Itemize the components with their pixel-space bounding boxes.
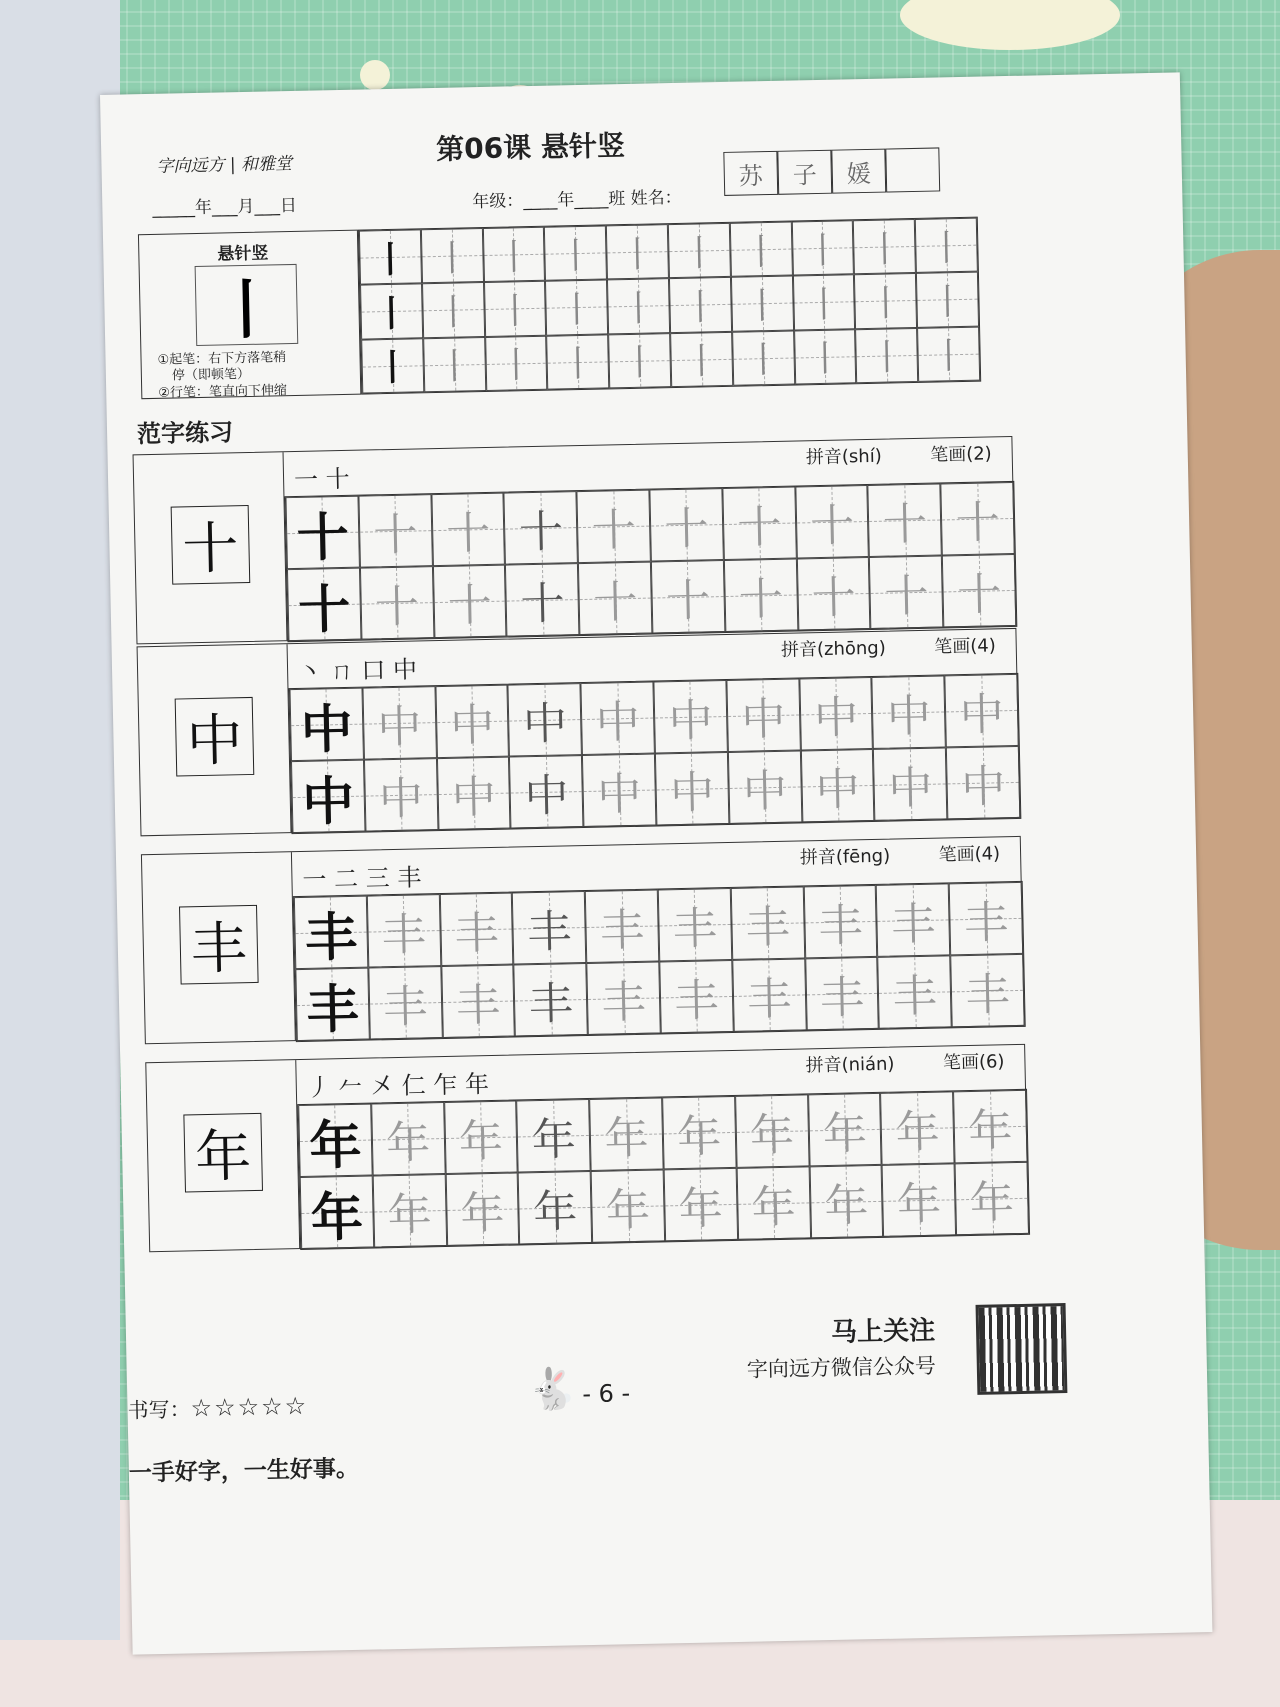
model-character: 中 [300,698,354,761]
stroke-practice-cell[interactable] [545,280,608,336]
character-model-panel [146,1060,300,1251]
character-practice-grid[interactable] [297,1089,1030,1250]
stroke-practice-cell[interactable] [668,223,731,279]
practice-trace: 中 [449,699,495,752]
follow-title: 马上关注 [830,1315,936,1348]
stroke-trace: 丨 [619,234,656,276]
practice-cell[interactable] [653,680,727,754]
practice-cell[interactable] [591,1169,665,1243]
practice-trace: 十 [374,581,420,634]
practice-cell[interactable] [582,754,656,828]
practice-trace: 年 [895,1106,941,1159]
practice-trace: 中 [378,773,424,826]
stroke-glyph: 丨 [213,273,280,349]
practice-trace: 中 [376,701,423,754]
name-char: 媛 [846,159,872,188]
practice-trace: 年 [605,1184,651,1237]
practice-trace: 丰 [819,972,865,1025]
practice-cell[interactable] [433,565,507,639]
practice-trace: 年 [967,1105,1014,1158]
stroke-practice-grid[interactable] [358,217,981,395]
lesson-title: 第06课 悬针竖 [435,129,626,166]
stroke-trace: 丨 [558,289,596,332]
stroke-trace: 丨 [744,340,782,382]
practice-cell[interactable] [287,568,361,642]
practice-cell[interactable] [945,674,1019,748]
practice-trace: 丰 [818,900,864,953]
practice-cell[interactable] [285,496,359,570]
stroke-practice-cell[interactable] [670,331,733,387]
stroke-intro-panel [138,230,361,400]
practice-cell[interactable] [291,760,365,834]
stroke-trace: 丨 [621,342,659,385]
practice-cell[interactable] [437,757,511,831]
character-row [145,1044,1029,1252]
practice-cell[interactable] [300,1176,374,1250]
practice-cell[interactable] [578,562,652,636]
stroke-practice-cell[interactable] [482,227,545,283]
practice-cell[interactable] [444,1100,518,1174]
practice-cell[interactable] [368,966,442,1040]
stroke-practice-cell[interactable] [544,225,607,281]
stroke-intro-title: 悬针竖 [217,243,269,265]
stroke-order: 丿 𠂉 㐅 仁 乍 年 [306,1070,490,1102]
stroke-trace: 丨 [433,237,471,280]
practice-trace: 年 [385,1117,431,1170]
stroke-trace: 丨 [928,227,965,270]
practice-trace: 年 [749,1109,795,1162]
practice-cell[interactable] [295,968,369,1042]
character-practice-grid[interactable] [293,881,1026,1042]
practice-cell[interactable] [577,490,651,564]
stroke-practice-cell[interactable] [854,273,917,329]
qr-code[interactable] [976,1303,1068,1395]
pinyin-label: 拼音(zhōng) [780,637,886,661]
stroke-practice-cell[interactable] [422,282,485,338]
stroke-practice-cell[interactable] [732,330,795,386]
practice-cell[interactable] [358,494,432,568]
practice-trace: 年 [459,1187,506,1240]
name-box [831,149,886,194]
practice-cell[interactable] [942,554,1016,628]
stroke-practice-cell[interactable] [853,219,916,275]
practice-trace: 丰 [890,898,936,951]
pinyin-label: 拼音(fēng) [799,845,891,869]
practice-cell[interactable] [809,1165,883,1239]
stroke-practice-cell[interactable] [669,277,732,333]
practice-cell[interactable] [796,557,870,631]
practice-cell[interactable] [518,1171,592,1245]
character-model-panel [134,452,288,643]
stroke-trace: 丨 [743,285,781,328]
stroke-trace: 丨 [557,235,595,278]
practice-trace: 十 [738,573,784,626]
practice-trace: 中 [669,767,715,820]
practice-trace: 中 [960,761,1006,814]
model-character: 十 [171,505,251,585]
practice-trace: 丰 [455,979,501,1032]
practice-cell[interactable] [731,886,805,960]
practice-cell[interactable] [508,683,582,757]
practice-cell[interactable] [950,954,1024,1028]
practice-cell[interactable] [724,559,798,633]
practice-trace: 丰 [746,973,792,1026]
stroke-trace: 丨 [434,292,472,335]
stroke-trace: 丨 [868,337,906,380]
practice-trace: 十 [372,509,419,562]
stroke-diagram [195,264,299,349]
practice-trace: 中 [742,765,788,818]
practice-cell[interactable] [655,752,729,826]
practice-cell[interactable] [439,893,513,967]
stroke-practice-cell[interactable] [917,326,980,382]
practice-trace: 中 [959,689,1005,742]
practice-trace: 中 [740,693,786,746]
practice-cell[interactable] [876,883,950,957]
practice-trace: 十 [956,569,1002,622]
practice-cell[interactable] [659,960,733,1034]
practice-trace: 丰 [963,897,1009,950]
practice-cell[interactable] [581,682,655,756]
practice-trace: 十 [447,579,493,632]
stroke-practice-cell[interactable] [606,224,669,280]
practice-trace: 十 [591,504,637,557]
stroke-count-label: 笔画(4) [938,843,1001,866]
practice-trace: 年 [676,1111,722,1164]
model-character: 年 [310,1186,364,1249]
stroke-trace: 丨 [559,343,597,386]
practice-cell[interactable] [504,491,578,565]
practice-trace: 年 [458,1115,504,1168]
practice-cell[interactable] [880,1091,954,1165]
character-practice-grid[interactable] [288,673,1021,834]
practice-cell[interactable] [294,896,368,970]
stroke-practice-cell[interactable] [916,272,979,328]
name-char: 苏 [738,161,764,191]
stroke-order: 一 二 三 丰 [302,863,422,894]
stroke-practice-cell[interactable] [607,278,670,334]
practice-cell[interactable] [736,1166,810,1240]
stroke-trace: 丨 [866,228,904,271]
stroke-step2: ②行笔：笔直向下伸缩 [158,383,288,401]
practice-trace: 年 [822,1108,868,1161]
practice-trace: 十 [809,500,855,553]
stroke-trace: 丨 [930,336,968,378]
rating-label-text: 书写： [127,1397,191,1423]
practice-cell[interactable] [658,888,732,962]
stroke-practice-cell[interactable] [608,333,671,389]
practice-trace: 十 [664,503,710,556]
practice-cell[interactable] [808,1093,882,1167]
practice-cell[interactable] [514,963,588,1037]
character-row [141,836,1025,1044]
stroke-trace: 丨 [495,236,533,279]
section-title: 范字练习 [136,418,234,449]
practice-trace: 丰 [454,907,500,960]
follow-subtitle: 字向远方微信公众号 [746,1353,937,1382]
practice-cell[interactable] [651,560,725,634]
practice-trace: 年 [531,1114,577,1167]
stroke-trace: 丨 [682,287,719,329]
practice-cell[interactable] [589,1097,663,1171]
rating-stars[interactable]: ☆☆☆☆☆ [190,1391,309,1423]
practice-trace: 十 [883,570,929,623]
model-character: 丰 [179,905,259,985]
character-practice-grid[interactable] [284,481,1017,642]
practice-cell[interactable] [364,758,438,832]
practice-trace: 年 [678,1183,724,1236]
stroke-practice-cell[interactable] [485,335,548,391]
model-character: 十 [296,506,350,569]
practice-cell[interactable] [505,563,579,637]
practice-cell[interactable] [955,1162,1029,1236]
stroke-trace: 丨 [867,283,905,325]
practice-trace: 十 [882,498,928,551]
practice-cell[interactable] [360,566,434,640]
model-character: 年 [183,1113,263,1193]
stroke-practice-cell[interactable] [793,275,856,331]
practice-cell[interactable] [445,1172,519,1246]
practice-cell[interactable] [372,1174,446,1248]
practice-cell[interactable] [441,965,515,1039]
practice-trace: 十 [736,501,782,554]
stroke-practice-cell[interactable] [423,337,486,393]
stroke-trace: 丨 [373,293,410,336]
stroke-practice-cell[interactable] [421,228,484,284]
stroke-practice-cell[interactable] [359,229,422,285]
practice-cell[interactable] [732,958,806,1032]
stroke-practice-cell[interactable] [791,220,854,276]
model-character: 年 [308,1114,363,1177]
stroke-practice-cell[interactable] [915,218,978,274]
stroke-trace: 丨 [496,290,534,333]
stroke-trace: 丨 [371,239,409,281]
practice-trace: 中 [524,770,570,823]
class-line: 年级：____年____班 姓名： [472,187,682,213]
brand-logo: 字向远方 | 和雅堂 [156,153,293,177]
floor-dot [360,60,390,90]
practice-trace: 中 [887,762,934,815]
model-character: 丰 [304,906,358,969]
practice-cell[interactable] [882,1163,956,1237]
practice-trace: 中 [813,692,859,745]
practice-cell[interactable] [298,1104,372,1178]
practice-trace: 年 [751,1181,797,1234]
practice-cell[interactable] [735,1094,809,1168]
practice-trace: 十 [518,506,564,559]
model-character: 丰 [305,978,360,1041]
stroke-trace: 丨 [804,230,842,272]
stroke-trace: 丨 [806,338,844,381]
worksheet-page [100,72,1212,1654]
stroke-trace: 丨 [929,281,967,324]
stroke-trace: 丨 [620,288,658,331]
stroke-step1: ①起笔：右下方落笔稍 [157,350,287,368]
practice-trace: 中 [451,771,497,824]
stroke-practice-cell[interactable] [730,222,793,278]
name-box [885,147,940,192]
name-boxes [723,147,940,196]
practice-trace: 丰 [526,906,572,959]
practice-cell[interactable] [289,688,363,762]
practice-cell[interactable] [362,686,436,760]
practice-cell[interactable] [800,749,874,823]
practice-cell[interactable] [878,955,952,1029]
stroke-practice-cell[interactable] [731,276,794,332]
practice-cell[interactable] [869,555,943,629]
practice-cell[interactable] [803,885,877,959]
practice-trace: 丰 [381,909,427,962]
practice-cell[interactable] [664,1168,738,1242]
practice-trace: 中 [815,764,861,817]
stroke-trace: 丨 [374,347,412,390]
practice-trace: 年 [387,1189,433,1242]
practice-trace: 年 [823,1180,869,1233]
practice-trace: 十 [520,578,566,631]
page-number: - 6 - [582,1379,631,1409]
name-char: 子 [792,160,818,190]
stroke-practice-cell[interactable] [547,334,610,390]
practice-trace: 丰 [672,903,718,956]
stroke-trace: 丨 [436,346,473,389]
practice-trace: 十 [592,576,638,629]
left-page [0,0,120,1640]
stroke-order: 一 十 [293,464,351,495]
rating-label [127,1391,308,1425]
practice-trace: 十 [445,507,491,560]
date-line: _____年___月___日 [152,195,298,219]
stroke-trace: 丨 [805,284,843,327]
practice-trace: 丰 [528,978,574,1031]
practice-cell[interactable] [585,889,659,963]
stroke-practice-cell[interactable] [360,284,423,340]
practice-trace: 丰 [892,970,938,1023]
model-character: 中 [175,697,255,777]
practice-cell[interactable] [512,891,586,965]
practice-trace: 年 [969,1177,1015,1230]
practice-trace: 中 [522,698,568,751]
practice-cell[interactable] [872,675,946,749]
practice-cell[interactable] [586,961,660,1035]
pinyin-label: 拼音(nián) [805,1053,895,1077]
practice-cell[interactable] [805,957,879,1031]
stroke-trace: 丨 [742,231,780,274]
practice-cell[interactable] [431,493,505,567]
stroke-count-label: 笔画(6) [942,1051,1005,1074]
stroke-trace: 丨 [680,232,718,275]
practice-cell[interactable] [722,487,796,561]
practice-cell[interactable] [435,685,509,759]
practice-cell[interactable] [726,678,800,752]
model-character: 十 [297,578,351,641]
practice-cell[interactable] [799,677,873,751]
stroke-practice-cell[interactable] [855,328,918,384]
practice-cell[interactable] [728,750,802,824]
practice-trace: 十 [665,575,711,628]
character-row [133,436,1017,644]
practice-trace: 中 [886,690,932,743]
stroke-practice-cell[interactable] [484,281,547,337]
stroke-practice-cell[interactable] [794,329,857,385]
practice-cell[interactable] [662,1096,736,1170]
practice-cell[interactable] [946,746,1020,820]
practice-trace: 年 [896,1178,942,1231]
stroke-order: 丶 ㄇ 口 中 [297,655,418,686]
practice-cell[interactable] [873,747,947,821]
model-character: 中 [301,770,355,833]
practice-cell[interactable] [795,485,869,559]
stroke-count-label: 笔画(4) [934,635,996,658]
practice-trace: 中 [595,696,641,749]
practice-trace: 丰 [965,969,1011,1022]
character-model-panel [138,644,292,835]
practice-cell[interactable] [367,894,441,968]
practice-cell[interactable] [953,1090,1027,1164]
practice-trace: 丰 [599,904,645,957]
practice-trace: 丰 [673,975,720,1028]
practice-trace: 丰 [601,976,647,1029]
practice-trace: 年 [604,1112,650,1165]
practice-cell[interactable] [509,755,583,829]
practice-cell[interactable] [517,1099,591,1173]
practice-trace: 十 [955,497,1001,550]
stroke-trace: 丨 [497,345,535,388]
practice-trace: 年 [532,1186,578,1239]
name-box [723,151,778,196]
practice-trace: 十 [811,572,857,625]
practice-cell[interactable] [941,482,1015,556]
stroke-step1b: 停（即顿笔） [171,366,251,384]
practice-trace: 丰 [745,901,791,954]
stroke-practice-cell[interactable] [361,338,424,394]
practice-trace: 丰 [382,981,428,1034]
pinyin-label: 拼音(shí) [805,445,882,469]
slogan: 一手好字，一生好事。 [128,1455,360,1487]
practice-cell[interactable] [649,488,723,562]
name-box [777,150,832,195]
rabbit-icon: 🐇 [526,1366,578,1414]
character-row [137,628,1021,836]
practice-trace: 中 [668,695,714,748]
stroke-trace: 丨 [683,341,721,384]
practice-trace: 中 [596,768,642,821]
character-model-panel [142,852,296,1043]
practice-cell[interactable] [371,1102,445,1176]
practice-cell[interactable] [949,882,1023,956]
stroke-count-label: 笔画(2) [930,443,992,466]
practice-cell[interactable] [868,483,942,557]
